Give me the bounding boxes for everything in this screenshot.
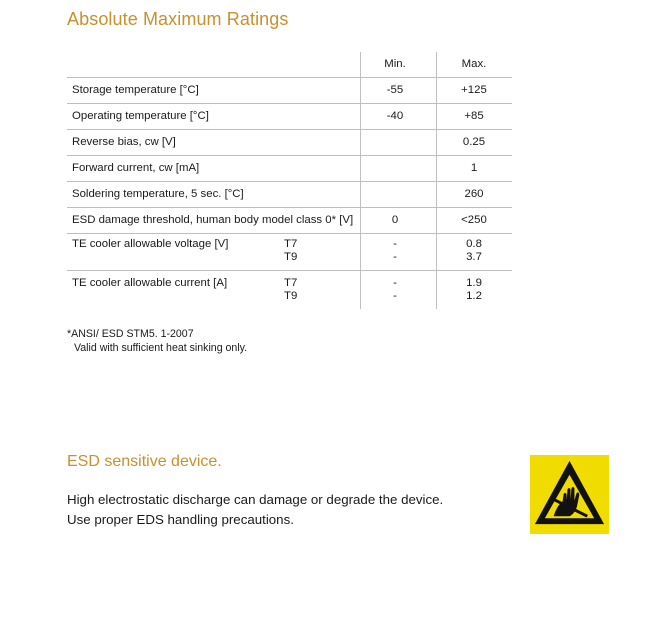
table-row <box>67 156 512 182</box>
row-max-value: 1.2 <box>466 290 482 302</box>
row-variants <box>284 238 297 264</box>
esd-line: High electrostatic discharge can damage or degrade the device. <box>67 492 444 507</box>
row-min <box>360 238 430 264</box>
row-max: +125 <box>461 84 487 96</box>
row-max: 0.25 <box>462 136 486 148</box>
row-max <box>436 238 512 264</box>
column-divider <box>360 182 361 207</box>
row-min-value: - <box>393 238 397 250</box>
table-row <box>67 104 512 130</box>
row-max: +85 <box>464 110 484 122</box>
ratings-table <box>67 52 512 309</box>
variant-label: T7 <box>284 238 298 250</box>
row-label: ESD damage threshold, human body model class 0* [V] <box>72 214 354 226</box>
table-header <box>67 52 512 78</box>
row-label: Operating temperature [°C] <box>72 110 209 122</box>
table-row <box>67 271 512 309</box>
table-row <box>67 182 512 208</box>
page-title: Absolute Maximum Ratings <box>67 9 289 29</box>
variant-label: T9 <box>284 290 298 302</box>
table-row <box>67 78 512 104</box>
row-label: Reverse bias, cw [V] <box>72 136 176 148</box>
row-max-value: 3.7 <box>466 251 482 263</box>
row-min <box>360 277 430 303</box>
table-row <box>67 234 512 271</box>
row-min-value: - <box>393 251 397 263</box>
esd-warning-icon <box>530 455 609 534</box>
row-min: 0 <box>391 214 399 226</box>
row-min: -40 <box>386 110 404 122</box>
header-max: Max. <box>461 58 487 70</box>
footnote-standard: *ANSI/ ESD STM5. 1-2007 <box>67 328 194 340</box>
row-max <box>436 277 512 303</box>
variant-label: T7 <box>284 277 298 289</box>
header-min: Min. <box>384 58 406 70</box>
esd-title: ESD sensitive device. <box>67 453 222 470</box>
row-min-value: - <box>393 290 397 302</box>
row-max: 1 <box>470 162 478 174</box>
column-divider <box>360 156 361 181</box>
row-max: 260 <box>464 188 484 200</box>
table-row <box>67 130 512 156</box>
column-divider <box>360 130 361 155</box>
row-label: Soldering temperature, 5 sec. [°C] <box>72 188 244 200</box>
footnote <box>67 327 247 355</box>
footnote-note: Valid with sufficient heat sinking only. <box>74 342 248 354</box>
esd-description <box>67 490 443 530</box>
row-min-value: - <box>393 277 397 289</box>
row-label: Storage temperature [°C] <box>72 84 199 96</box>
table-row <box>67 208 512 234</box>
row-variants <box>284 277 297 303</box>
row-max: <250 <box>461 214 487 226</box>
variant-label: T9 <box>284 251 298 263</box>
row-label: TE cooler allowable current [A] <box>72 277 228 289</box>
row-label: Forward current, cw [mA] <box>72 162 200 174</box>
row-label: TE cooler allowable voltage [V] <box>72 238 229 250</box>
row-min: -55 <box>386 84 404 96</box>
row-max-value: 1.9 <box>466 277 482 289</box>
row-max-value: 0.8 <box>466 238 482 250</box>
esd-line: Use proper EDS handling precautions. <box>67 512 294 527</box>
